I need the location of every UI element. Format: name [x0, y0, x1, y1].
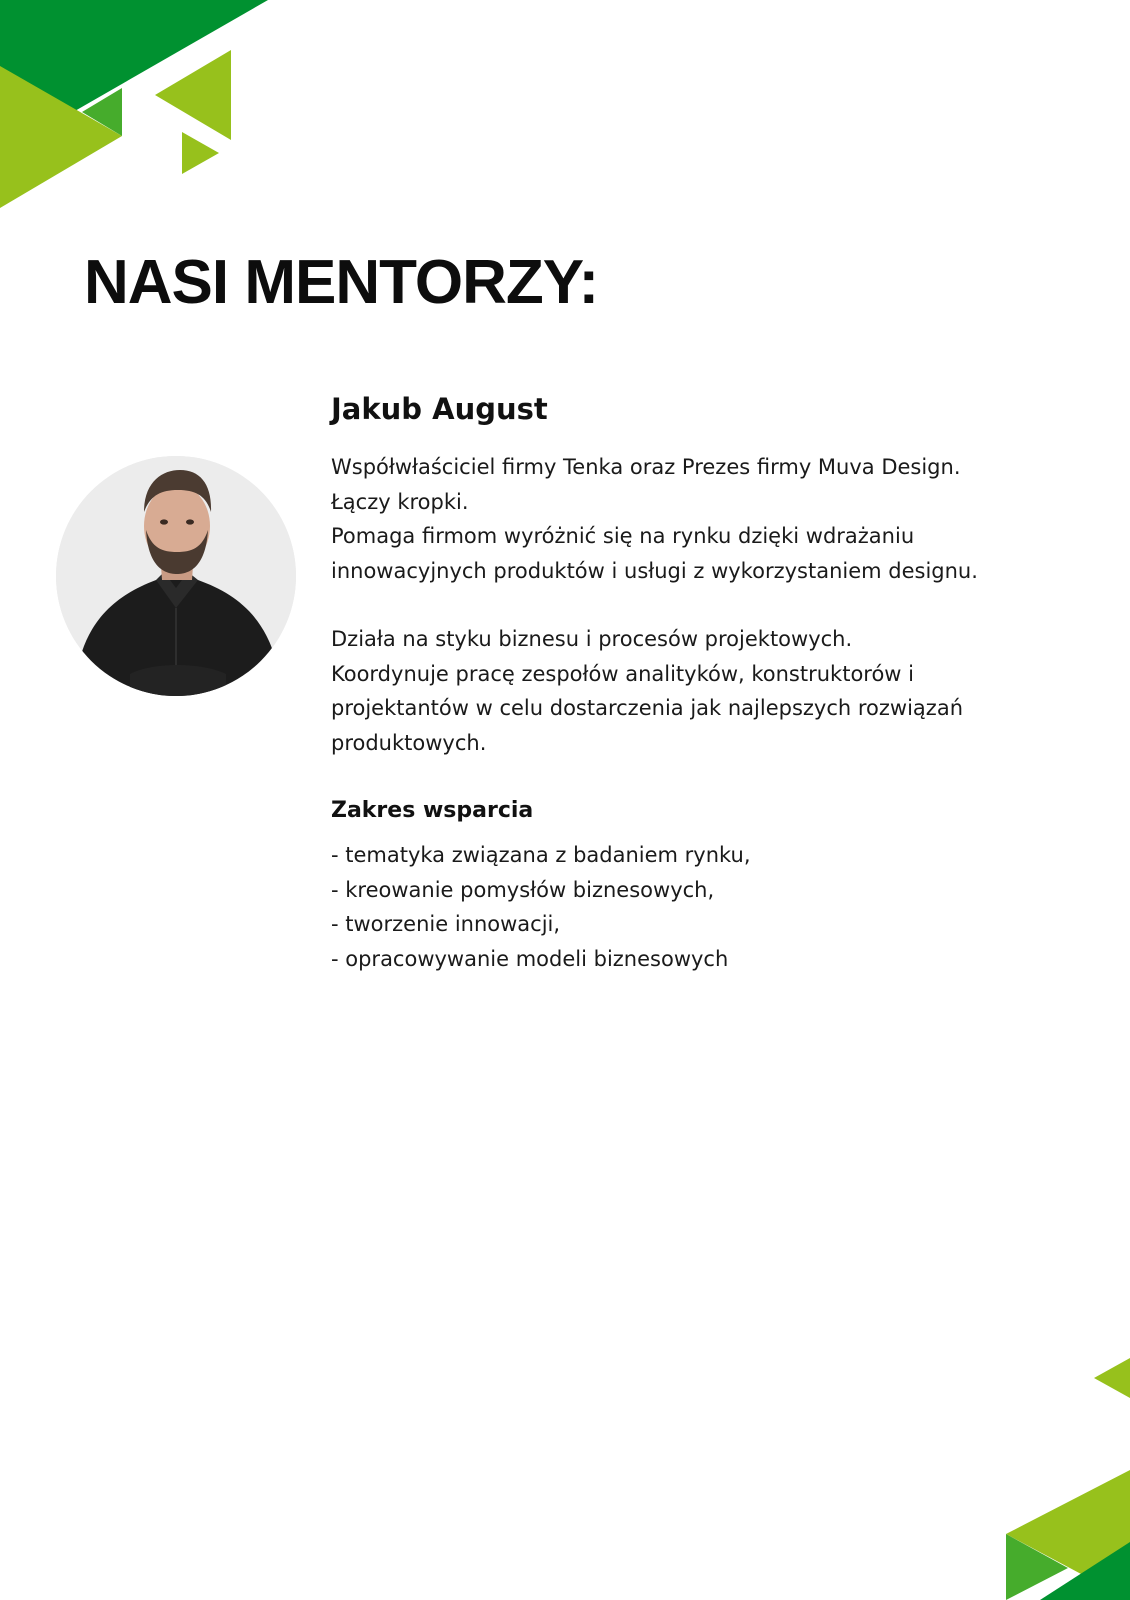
avatar	[56, 456, 296, 696]
bottom-right-mid-green-triangle	[1006, 1534, 1068, 1600]
page-title: NASI MENTORZY:	[84, 248, 599, 317]
top-left-arrow-triangle-small	[182, 132, 219, 174]
bio-line: Działa na styku biznesu i procesów projektowych.	[331, 627, 853, 651]
bottom-right-lime-triangle	[1006, 1470, 1130, 1600]
top-left-mid-green-triangle	[82, 88, 122, 136]
mentor-name: Jakub August	[331, 392, 548, 426]
bio-paragraph-2	[331, 622, 1111, 760]
bottom-right-small-lime-triangle	[1094, 1358, 1130, 1398]
person-portrait-icon	[56, 456, 296, 696]
top-left-lime-triangle	[0, 66, 122, 208]
list-item: - kreowanie pomysłów biznesowych,	[331, 877, 715, 902]
support-scope-list	[331, 838, 1111, 976]
bio-line: produktowych.	[331, 730, 487, 755]
mentor-profile	[331, 388, 1111, 976]
bio-line: Koordynuje pracę zespołów analityków, konstruktorów i	[331, 661, 914, 686]
list-item: - tematyka związana z badaniem rynku,	[331, 843, 751, 867]
bio-paragraph-1	[331, 450, 1111, 588]
bio-line: innowacyjnych produktów i usługi z wykorzystaniem designu.	[331, 558, 978, 583]
list-item: - opracowywanie modeli biznesowych	[331, 946, 729, 971]
bio-line: Współwłaściciel firmy Tenka oraz Prezes firmy Muva Design.	[331, 455, 961, 479]
top-left-arrow-triangle-large	[155, 50, 231, 140]
list-item: - tworzenie innowacji,	[331, 912, 561, 936]
bio-line: Łączy kropki.	[331, 489, 469, 514]
bottom-right-dark-green-triangle	[1040, 1542, 1130, 1600]
bio-line: Pomaga firmom wyróżnić się na rynku dzięki wdrażaniu	[331, 524, 915, 548]
support-scope-heading: Zakres wsparcia	[331, 798, 534, 823]
top-left-dark-green-triangle	[0, 0, 268, 154]
bio-line: projektantów w celu dostarczenia jak najlepszych rozwiązań	[331, 696, 963, 720]
